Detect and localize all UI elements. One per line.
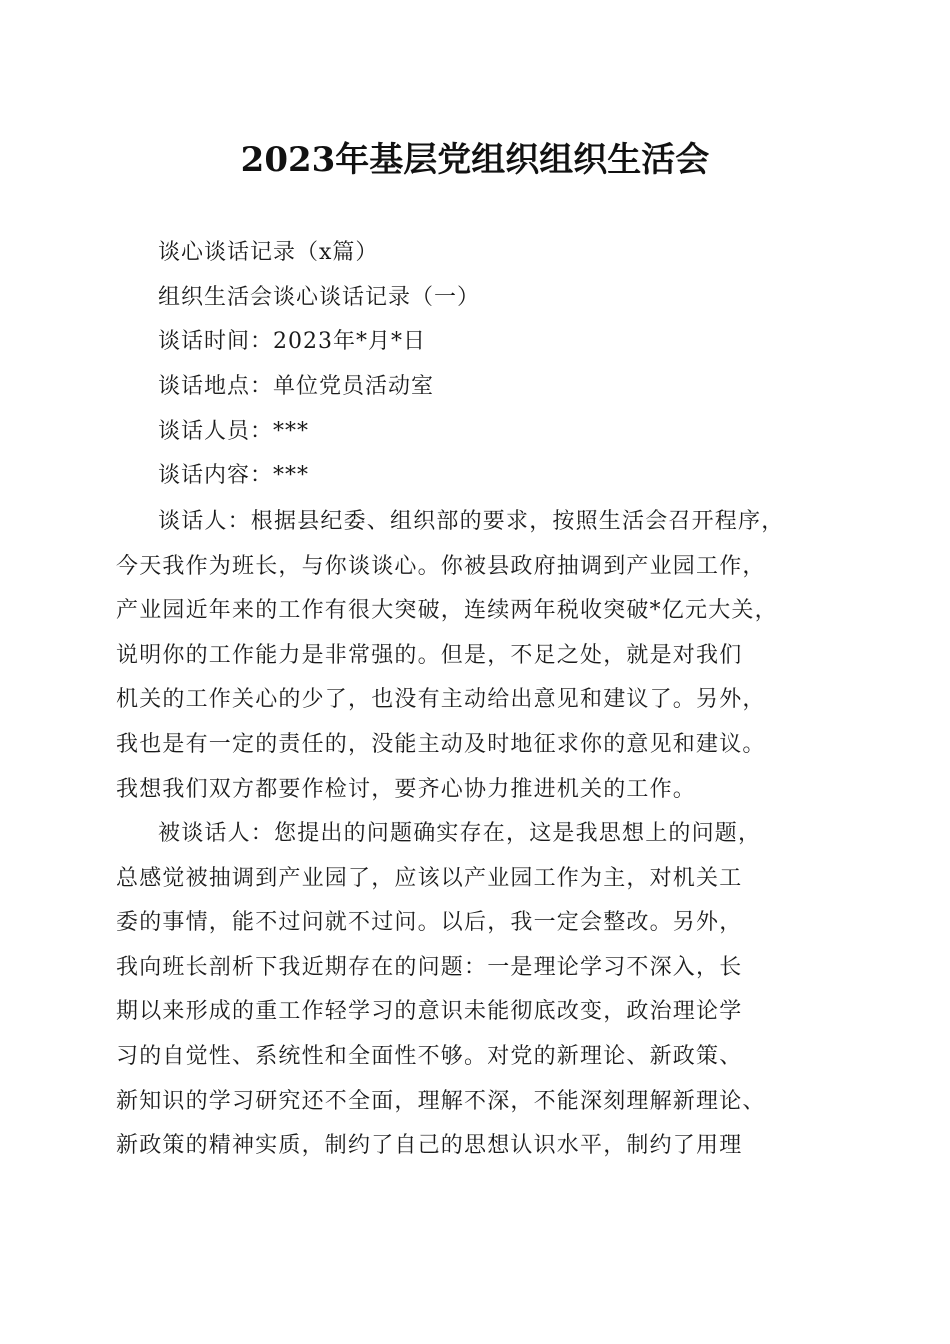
paragraph-line: 产业园近年来的工作有很大突破，连续两年税收突破*亿元大关， xyxy=(116,598,778,624)
meta-line-record-title: 组织生活会谈心谈话记录（一） xyxy=(158,285,481,310)
paragraph-line: 我想我们双方都要作检讨，要齐心协力推进机关的工作。 xyxy=(116,776,697,802)
paragraph-line: 谈话人：根据县纪委、组织部的要求，按照生活会召开程序， xyxy=(158,509,785,534)
document-title: 2023年基层党组织组织生活会 xyxy=(240,140,710,180)
paragraph-line: 新政策的精神实质，制约了自己的思想认识水平，制约了用理 xyxy=(116,1133,743,1159)
paragraph-interviewee xyxy=(116,812,846,1169)
paragraph-line: 我向班长剖析下我近期存在的问题：一是理论学习不深入，长 xyxy=(116,954,743,980)
meta-line-location: 谈话地点：单位党员活动室 xyxy=(158,374,435,399)
paragraph-line: 习的自觉性、系统性和全面性不够。对党的新理论、新政策、 xyxy=(116,1043,743,1069)
paragraph-line: 总感觉被抽调到产业园了，应该以产业园工作为主，对机关工 xyxy=(116,865,743,891)
paragraph-line: 新知识的学习研究还不全面，理解不深，不能深刻理解新理论、 xyxy=(116,1088,766,1114)
paragraph-line: 期以来形成的重工作轻学习的意识未能彻底改变，政治理论学 xyxy=(116,999,743,1025)
paragraph-line: 说明你的工作能力是非常强的。但是，不足之处，就是对我们 xyxy=(116,642,743,668)
paragraph-line: 今天我作为班长，与你谈谈心。你被县政府抽调到产业园工作， xyxy=(116,553,766,579)
paragraph-line: 委的事情，能不过问就不过问。以后，我一定会整改。另外， xyxy=(116,910,743,936)
meta-line-time: 谈话时间：2023年*月*日 xyxy=(158,329,426,354)
paragraph-interviewer xyxy=(116,500,846,812)
paragraph-line: 机关的工作关心的少了，也没有主动给出意见和建议了。另外， xyxy=(116,687,766,713)
meta-line-series: 谈心谈话记录（x篇） xyxy=(158,240,379,265)
paragraph-line: 被谈话人：您提出的问题确实存在，这是我思想上的问题， xyxy=(158,821,762,846)
meta-line-content: 谈话内容：*** xyxy=(158,463,310,488)
meta-line-persons: 谈话人员：*** xyxy=(158,419,310,444)
paragraph-line: 我也是有一定的责任的，没能主动及时地征求你的意见和建议。 xyxy=(116,731,766,757)
